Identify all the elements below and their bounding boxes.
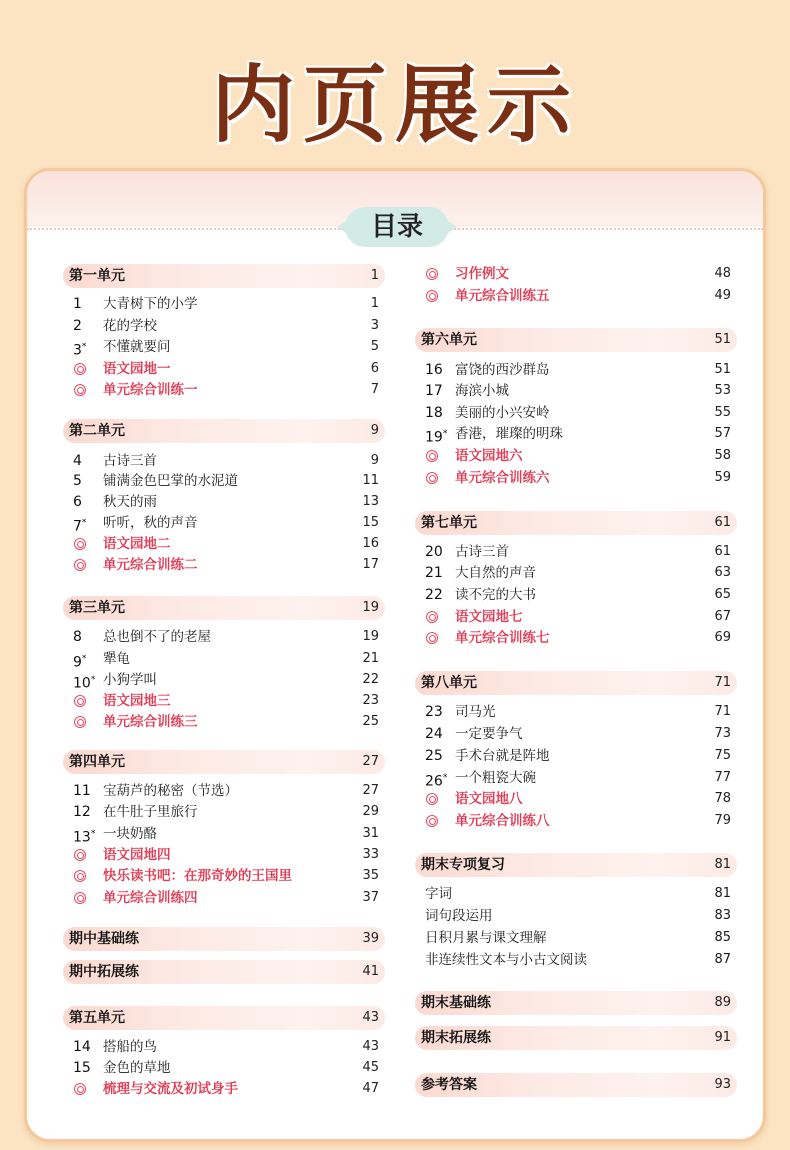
lesson-title: 犟龟 — [103, 651, 130, 667]
exercise-title: 快乐读书吧：在那奇妙的王国里 — [103, 868, 292, 884]
toc-lesson-entry[interactable] — [415, 402, 737, 424]
double-circle-icon — [74, 384, 86, 396]
review-title: 词句段运用 — [425, 908, 493, 924]
page-number: 22 — [362, 672, 379, 687]
double-circle-icon — [74, 559, 86, 571]
section-label: 期中基础练 — [69, 931, 139, 947]
lesson-title: 搭船的鸟 — [103, 1039, 157, 1055]
toc-lesson-entry[interactable] — [415, 380, 737, 402]
toc-exercise-entry[interactable] — [415, 263, 737, 285]
lesson-number: 23 — [425, 704, 443, 720]
page-number: 51 — [714, 362, 731, 377]
section-label: 第二单元 — [69, 423, 125, 439]
page-number: 45 — [362, 1060, 379, 1075]
toc-review-entry[interactable] — [415, 905, 737, 927]
page-number: 89 — [714, 995, 731, 1010]
page-number: 67 — [714, 609, 731, 624]
page-number: 75 — [714, 748, 731, 763]
lesson-title: 富饶的西沙群岛 — [455, 362, 550, 378]
section-label: 第四单元 — [69, 754, 125, 770]
page-number: 27 — [362, 783, 379, 798]
lesson-title: 金色的草地 — [103, 1060, 171, 1076]
lesson-number: 21 — [425, 565, 443, 581]
exercise-title: 梳理与交流及初试身手 — [103, 1081, 238, 1097]
toc-lesson-entry[interactable] — [415, 359, 737, 381]
page-number: 27 — [362, 754, 379, 769]
toc-exercise-entry[interactable] — [415, 445, 737, 467]
toc-lesson-entry[interactable] — [63, 450, 385, 472]
section-label: 期末拓展练 — [421, 1030, 491, 1046]
lesson-title: 总也倒不了的老屋 — [103, 629, 211, 645]
lesson-title: 大自然的声音 — [455, 565, 536, 581]
optional-marker: * — [442, 773, 448, 783]
lesson-title: 铺满金色巴掌的水泥道 — [103, 473, 238, 489]
page-number: 93 — [714, 1077, 731, 1092]
toc-section-header[interactable] — [415, 511, 737, 535]
toc-lesson-entry[interactable] — [415, 767, 737, 789]
page-number: 41 — [362, 964, 379, 979]
toc-section-header[interactable] — [63, 596, 385, 620]
toc-exercise-entry[interactable] — [63, 844, 385, 866]
toc-section-header[interactable] — [415, 1073, 737, 1097]
double-circle-icon — [74, 849, 86, 861]
section-label: 参考答案 — [421, 1077, 477, 1093]
page-number: 3 — [370, 318, 379, 333]
toc-section-header[interactable] — [415, 991, 737, 1015]
exercise-title: 单元综合训练一 — [103, 382, 198, 398]
lesson-title: 美丽的小兴安岭 — [455, 405, 550, 421]
toc-section-header[interactable] — [63, 750, 385, 774]
page-number: 49 — [714, 288, 731, 303]
page-number: 1 — [370, 296, 379, 311]
toc-title: 目录 — [345, 207, 449, 247]
toc-exercise-entry[interactable] — [63, 690, 385, 712]
double-circle-icon — [74, 538, 86, 550]
page-number: 48 — [714, 266, 731, 281]
toc-section-header[interactable] — [63, 419, 385, 443]
toc-exercise-entry[interactable] — [63, 379, 385, 401]
toc-exercise-entry[interactable] — [63, 865, 385, 887]
exercise-title: 单元综合训练三 — [103, 714, 198, 730]
toc-exercise-entry[interactable] — [415, 606, 737, 628]
section-label: 第五单元 — [69, 1010, 125, 1026]
toc-lesson-entry[interactable] — [63, 669, 385, 691]
page-number: 33 — [362, 847, 379, 862]
lesson-title: 秋天的雨 — [103, 494, 157, 510]
page-number: 11 — [362, 473, 379, 488]
toc-lesson-entry[interactable] — [63, 648, 385, 670]
page-number: 9 — [370, 453, 379, 468]
toc-lesson-entry[interactable] — [63, 1036, 385, 1058]
lesson-number: 17 — [425, 383, 443, 399]
lesson-number: 25 — [425, 748, 443, 764]
lesson-title: 古诗三首 — [103, 453, 157, 469]
toc-section-header[interactable] — [415, 1026, 737, 1050]
page-number: 19 — [362, 629, 379, 644]
lesson-title: 小狗学叫 — [103, 672, 157, 688]
toc-section-header[interactable] — [415, 853, 737, 877]
review-title: 字词 — [425, 886, 452, 902]
lesson-number: 1 — [73, 296, 82, 312]
page-number: 1 — [370, 268, 379, 283]
review-title: 非连续性文本与小古文阅读 — [425, 952, 587, 968]
lesson-number: 18 — [425, 405, 443, 421]
toc-exercise-entry[interactable] — [415, 788, 737, 810]
page-number: 19 — [362, 600, 379, 615]
exercise-title: 语文园地七 — [455, 609, 523, 625]
lesson-title: 司马光 — [455, 704, 496, 720]
toc-exercise-entry[interactable] — [415, 627, 737, 649]
page-number: 71 — [714, 704, 731, 719]
section-label: 期中拓展练 — [69, 964, 139, 980]
page-number: 43 — [362, 1039, 379, 1054]
lesson-title: 大青树下的小学 — [103, 296, 198, 312]
page-number: 77 — [714, 770, 731, 785]
optional-marker: * — [90, 675, 96, 685]
exercise-title: 语文园地四 — [103, 847, 171, 863]
exercise-title: 语文园地二 — [103, 536, 171, 552]
toc-right-column — [415, 171, 737, 1131]
double-circle-icon — [426, 611, 438, 623]
toc-review-entry[interactable] — [415, 927, 737, 949]
exercise-title: 单元综合训练二 — [103, 557, 198, 573]
page-title: 内页展示 — [210, 56, 579, 154]
lesson-title: 海滨小城 — [455, 383, 509, 399]
section-label: 第八单元 — [421, 675, 477, 691]
exercise-title: 单元综合训练八 — [455, 813, 550, 829]
page-number: 25 — [362, 714, 379, 729]
page-number: 15 — [362, 515, 379, 530]
page-number: 71 — [714, 675, 731, 690]
exercise-title: 语文园地六 — [455, 448, 523, 464]
optional-marker: * — [90, 829, 96, 839]
page-number: 65 — [714, 587, 731, 602]
lesson-number: 8 — [73, 629, 82, 645]
toc-left-column — [63, 171, 385, 1131]
toc-exercise-entry[interactable] — [63, 358, 385, 380]
page-number: 85 — [714, 930, 731, 945]
page-number: 59 — [714, 470, 731, 485]
toc-lesson-entry[interactable] — [63, 336, 385, 358]
page-number: 6 — [370, 361, 379, 376]
section-label: 期末专项复习 — [421, 857, 505, 873]
double-circle-icon — [426, 268, 438, 280]
toc-lesson-entry[interactable] — [415, 541, 737, 563]
double-circle-icon — [74, 695, 86, 707]
exercise-title: 单元综合训练五 — [455, 288, 550, 304]
page-number: 63 — [714, 565, 731, 580]
optional-marker: * — [81, 654, 87, 664]
exercise-title: 语文园地三 — [103, 693, 171, 709]
section-label: 第一单元 — [69, 268, 125, 284]
toc-lesson-entry[interactable] — [63, 491, 385, 513]
lesson-number: 22 — [425, 587, 443, 603]
exercise-title: 单元综合训练四 — [103, 890, 198, 906]
page-number: 39 — [362, 931, 379, 946]
page-number: 61 — [714, 544, 731, 559]
lesson-title: 宝葫芦的秘密（节选） — [103, 783, 238, 799]
lesson-title: 一个粗瓷大碗 — [455, 770, 536, 786]
double-circle-icon — [426, 815, 438, 827]
lesson-number: 3* — [73, 342, 87, 359]
lesson-number: 24 — [425, 726, 443, 742]
lesson-title: 手术台就是阵地 — [455, 748, 550, 764]
lesson-number: 15 — [73, 1060, 91, 1076]
lesson-number: 6 — [73, 494, 82, 510]
optional-marker: * — [81, 342, 87, 352]
exercise-title: 单元综合训练七 — [455, 630, 550, 646]
toc-review-entry[interactable] — [415, 949, 737, 971]
exercise-title: 语文园地一 — [103, 361, 171, 377]
lesson-number: 4 — [73, 453, 82, 469]
page-number: 9 — [370, 423, 379, 438]
toc-lesson-entry[interactable] — [415, 562, 737, 584]
section-label: 第七单元 — [421, 515, 477, 531]
page-number: 53 — [714, 383, 731, 398]
page-number: 69 — [714, 630, 731, 645]
double-circle-icon — [426, 450, 438, 462]
page-number: 23 — [362, 693, 379, 708]
toc-section-header[interactable] — [63, 1006, 385, 1030]
page-number: 81 — [714, 886, 731, 901]
double-circle-icon — [74, 716, 86, 728]
lesson-number: 10* — [73, 675, 96, 692]
double-circle-icon — [426, 472, 438, 484]
page-number: 43 — [362, 1010, 379, 1025]
section-label: 第六单元 — [421, 332, 477, 348]
toc-exercise-entry[interactable] — [63, 554, 385, 576]
lesson-title: 香港，璀璨的明珠 — [455, 426, 563, 442]
page-number: 61 — [714, 515, 731, 530]
page-number: 73 — [714, 726, 731, 741]
lesson-number: 13* — [73, 829, 96, 846]
toc-card — [24, 168, 766, 1142]
lesson-title: 读不完的大书 — [455, 587, 536, 603]
toc-section-header[interactable] — [415, 671, 737, 695]
page-number: 58 — [714, 448, 731, 463]
lesson-number: 12 — [73, 804, 91, 820]
page-number: 16 — [362, 536, 379, 551]
toc-lesson-entry[interactable] — [415, 701, 737, 723]
page-number: 47 — [362, 1081, 379, 1096]
lesson-title: 一定要争气 — [455, 726, 523, 742]
exercise-title: 语文园地八 — [455, 791, 523, 807]
lesson-title: 一块奶酪 — [103, 826, 157, 842]
lesson-title: 听听，秋的声音 — [103, 515, 198, 531]
page-number: 21 — [362, 651, 379, 666]
double-circle-icon — [74, 1083, 86, 1095]
page-number: 79 — [714, 813, 731, 828]
page-number: 83 — [714, 908, 731, 923]
toc-lesson-entry[interactable] — [63, 823, 385, 845]
page-number: 57 — [714, 426, 731, 441]
review-title: 日积月累与课文理解 — [425, 930, 547, 946]
page-number: 87 — [714, 952, 731, 967]
toc-lesson-entry[interactable] — [63, 293, 385, 315]
toc-review-entry[interactable] — [415, 883, 737, 905]
lesson-title: 花的学校 — [103, 318, 157, 334]
toc-exercise-entry[interactable] — [415, 467, 737, 489]
toc-lesson-entry[interactable] — [415, 584, 737, 606]
lesson-title: 在牛肚子里旅行 — [103, 804, 198, 820]
toc-section-header[interactable] — [63, 264, 385, 288]
lesson-number: 7* — [73, 518, 87, 535]
double-circle-icon — [74, 892, 86, 904]
toc-exercise-entry[interactable] — [63, 887, 385, 909]
page-number: 17 — [362, 557, 379, 572]
double-circle-icon — [74, 363, 86, 375]
page-number: 78 — [714, 791, 731, 806]
page-number: 55 — [714, 405, 731, 420]
lesson-number: 5 — [73, 473, 82, 489]
toc-section-header[interactable] — [63, 927, 385, 951]
page-number: 35 — [362, 868, 379, 883]
page-number: 51 — [714, 332, 731, 347]
lesson-number: 9* — [73, 654, 87, 671]
toc-lesson-entry[interactable] — [415, 745, 737, 767]
section-label: 期末基础练 — [421, 995, 491, 1011]
double-circle-icon — [426, 632, 438, 644]
toc-section-header[interactable] — [415, 328, 737, 352]
toc-lesson-entry[interactable] — [63, 512, 385, 534]
toc-section-header[interactable] — [63, 960, 385, 984]
lesson-number: 11 — [73, 783, 91, 799]
lesson-title: 古诗三首 — [455, 544, 509, 560]
lesson-number: 2 — [73, 318, 82, 334]
optional-marker: * — [442, 429, 448, 439]
double-circle-icon — [426, 290, 438, 302]
section-label: 第三单元 — [69, 600, 125, 616]
toc-lesson-entry[interactable] — [63, 626, 385, 648]
toc-exercise-entry[interactable] — [63, 711, 385, 733]
toc-lesson-entry[interactable] — [63, 801, 385, 823]
lesson-number: 19* — [425, 429, 448, 446]
toc-lesson-entry[interactable] — [63, 315, 385, 337]
lesson-number: 14 — [73, 1039, 91, 1055]
page-number: 7 — [370, 382, 379, 397]
page-number: 13 — [362, 494, 379, 509]
page-number: 29 — [362, 804, 379, 819]
optional-marker: * — [81, 518, 87, 528]
double-circle-icon — [426, 793, 438, 805]
toc-lesson-entry[interactable] — [63, 1057, 385, 1079]
lesson-title: 不懂就要问 — [103, 339, 171, 355]
toc-lesson-entry[interactable] — [63, 780, 385, 802]
double-circle-icon — [74, 870, 86, 882]
toc-lesson-entry[interactable] — [63, 470, 385, 492]
lesson-number: 16 — [425, 362, 443, 378]
page-number: 37 — [362, 890, 379, 905]
exercise-title: 单元综合训练六 — [455, 470, 550, 486]
exercise-title: 习作例文 — [455, 266, 509, 282]
lesson-number: 26* — [425, 773, 448, 790]
toc-exercise-entry[interactable] — [415, 810, 737, 832]
toc-exercise-entry[interactable] — [63, 1078, 385, 1100]
toc-exercise-entry[interactable] — [415, 285, 737, 307]
page-number: 31 — [362, 826, 379, 841]
toc-lesson-entry[interactable] — [415, 723, 737, 745]
page-number: 81 — [714, 857, 731, 872]
lesson-number: 20 — [425, 544, 443, 560]
toc-lesson-entry[interactable] — [415, 423, 737, 445]
toc-exercise-entry[interactable] — [63, 533, 385, 555]
page-number: 5 — [370, 339, 379, 354]
page-number: 91 — [714, 1030, 731, 1045]
